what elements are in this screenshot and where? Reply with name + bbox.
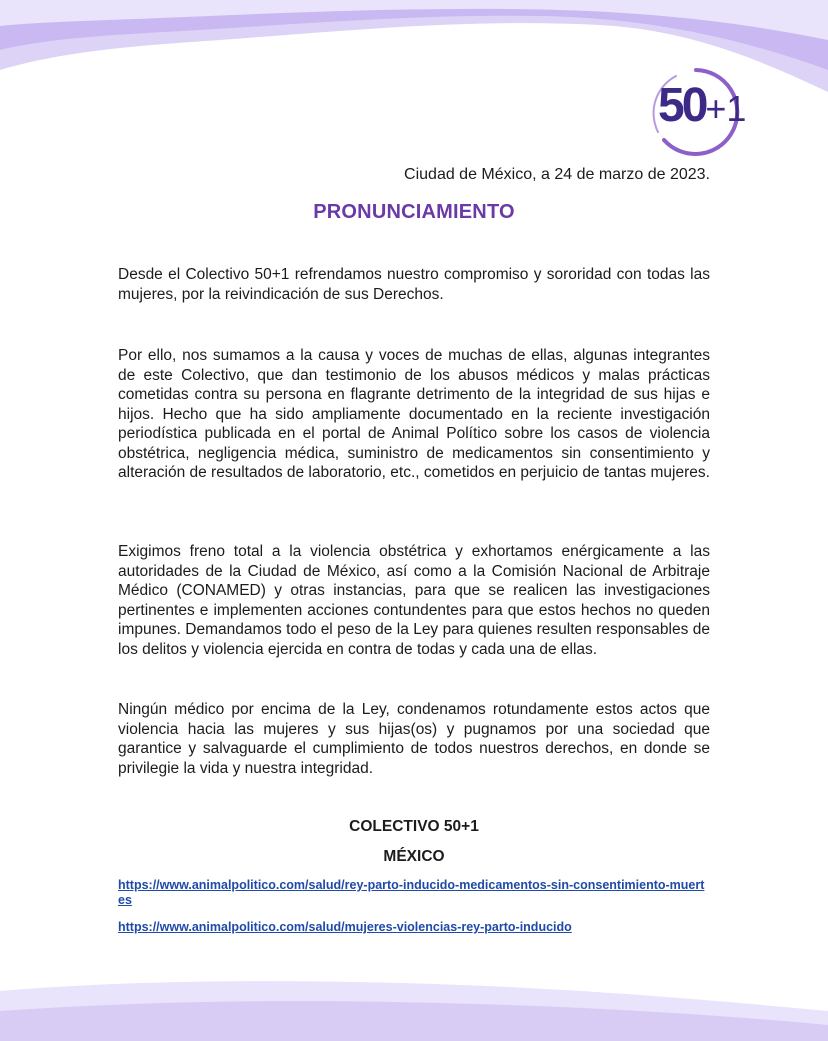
logo-text	[658, 79, 747, 132]
bottom-wave-decoration	[0, 971, 828, 1041]
letter-heading: PRONUNCIAMIENTO	[313, 201, 515, 223]
paragraph-3: Exigimos freno total a la violencia obstétrica y exhortamos enérgicamente a las autoridades de la Ciudad de México, así como a la Comisión Nacional de Arbitraje Médico (CONAMED) y otras instancias, para que se realicen las investigaciones pertinentes e implementen acciones contundentes para que estos hechos no queden impunes. Demandamos todo el peso de la Ley para quienes resulten responsables de los delitos y violencia ejercida en contra de todas y cada una de ellas.	[118, 543, 710, 658]
source-link-1[interactable]: https://www.animalpolitico.com/salud/rey-parto-inducido-medicamentos-sin-consentimiento-muertes	[118, 878, 705, 907]
logo-plus-one: +1	[705, 88, 747, 129]
letter-date: Ciudad de México, a 24 de marzo de 2023.	[404, 166, 710, 183]
logo-fifty: 50	[658, 79, 706, 132]
colectivo-logo	[646, 62, 746, 162]
signature-country: MÉXICO	[383, 848, 445, 865]
paragraph-1: Desde el Colectivo 50+1 refrendamos nuestro compromiso y sororidad con todas las mujeres, por la reivindicación de sus Derechos.	[118, 266, 710, 303]
paragraph-2: Por ello, nos sumamos a la causa y voces de muchas de ellas, algunas integrantes de este Colectivo, que dan testimonio de los abusos médicos y malas prácticas cometidas contra su persona en flagrante detrimento de la integridad de sus hijas e hijos. Hecho que ha sido ampliamente documentado en la reciente investigación periodística publicada en el portal de Animal Político sobre los casos de violencia obstétrica, negligencia médica, suministro de medicamentos sin consentimiento y alteración de resultados de laboratorio, etc., cometidos en perjuicio de tantas mujeres.	[118, 347, 710, 481]
source-link-2[interactable]: https://www.animalpolitico.com/salud/mujeres-violencias-rey-parto-inducido	[118, 920, 572, 934]
signature-collective: COLECTIVO 50+1	[349, 818, 479, 835]
paragraph-4: Ningún médico por encima de la Ley, condenamos rotundamente estos actos que violencia hacia las mujeres y sus hijas(os) y pugnamos por una sociedad que garantice y salvaguarde el cumplimiento de todos nuestros derechos, en donde se privilegie la vida y nuestra integridad.	[118, 701, 710, 777]
